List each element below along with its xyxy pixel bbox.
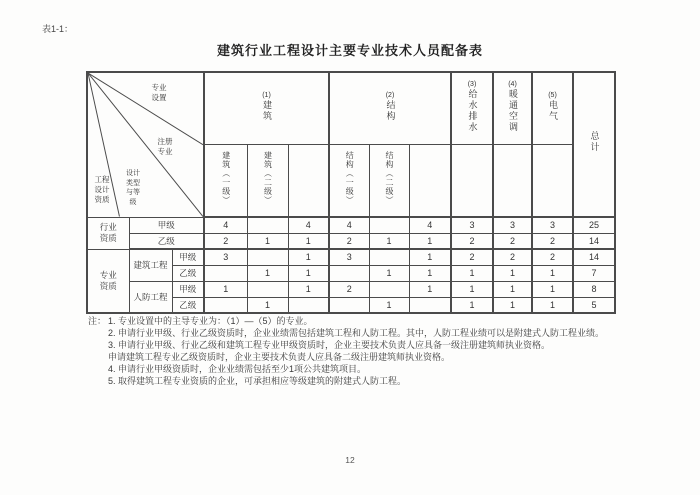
value-cell: 1 xyxy=(451,265,493,281)
total-value-cell: 7 xyxy=(573,265,615,281)
subheader-water-blank xyxy=(451,145,493,218)
value-cell: 2 xyxy=(451,233,493,249)
total-value-cell: 8 xyxy=(573,281,615,297)
value-cell: 1 xyxy=(409,281,451,297)
value-cell: 4 xyxy=(288,217,329,233)
subheader-electrical-blank xyxy=(532,145,573,218)
value-cell: 2 xyxy=(532,233,573,249)
grade-cell: 甲级 xyxy=(172,281,204,297)
value-cell: 1 xyxy=(532,265,573,281)
value-cell: 1 xyxy=(369,265,409,281)
value-cell: 4 xyxy=(329,217,369,233)
subheader-label: 建筑（二级） xyxy=(263,151,273,205)
value-cell: 2 xyxy=(204,233,247,249)
subheader-label: 建筑（一级） xyxy=(221,151,231,205)
section-label: 专业资质 xyxy=(99,269,117,291)
value-cell: 1 xyxy=(204,281,247,297)
value-cell: 1 xyxy=(409,249,451,265)
value-cell: 3 xyxy=(451,217,493,233)
value-cell xyxy=(247,217,288,233)
value-cell: 4 xyxy=(409,217,451,233)
group-number: (4) xyxy=(508,80,517,88)
group-number: (2) xyxy=(385,91,395,99)
value-cell xyxy=(247,249,288,265)
note-line-1: 1. 专业设置中的主导专业为：（1）—（5）的专业。 xyxy=(108,316,313,326)
subheader-structure-class1 xyxy=(329,145,369,218)
section-label: 行业资质 xyxy=(99,222,117,243)
note-line-3: 3. 申请行业甲级、行业乙级和建筑工程专业甲级资质时，企业主要技术负责人应具备一级注册建筑师执业资格。 xyxy=(108,340,551,350)
value-cell: 1 xyxy=(451,281,493,297)
notes-lines xyxy=(108,315,604,387)
footnotes xyxy=(88,315,604,387)
value-cell: 1 xyxy=(369,297,409,313)
group-number: (5) xyxy=(548,91,557,99)
value-cell: 3 xyxy=(493,217,532,233)
value-cell: 1 xyxy=(288,233,329,249)
value-cell: 1 xyxy=(493,297,532,313)
value-cell: 1 xyxy=(288,265,329,281)
value-cell xyxy=(329,265,369,281)
value-cell: 2 xyxy=(329,281,369,297)
total-value-cell: 25 xyxy=(573,217,615,233)
value-cell: 2 xyxy=(451,249,493,265)
value-cell: 4 xyxy=(204,217,247,233)
subheader-hvac-blank xyxy=(493,145,532,218)
value-cell: 1 xyxy=(532,281,573,297)
value-cell: 3 xyxy=(329,249,369,265)
group-label: 给水排水 xyxy=(467,88,478,133)
subheader-architecture-other xyxy=(288,145,329,218)
value-cell xyxy=(204,297,247,313)
corner-label-design-type-grade: 设计类型与等级 xyxy=(126,170,140,206)
value-cell: 1 xyxy=(409,265,451,281)
group-header-water-supply-drainage xyxy=(451,72,493,145)
value-cell: 1 xyxy=(247,233,288,249)
corner-label-engineering-design-qualification: 工程设计资质 xyxy=(94,175,110,204)
subheader-structure-class2 xyxy=(369,145,409,218)
corner-header-cell xyxy=(87,72,204,217)
grade-cell: 甲级 xyxy=(172,249,204,265)
note-line-3-continued: 申请建筑工程专业乙级资质时，企业主要技术负责人应具备二级注册建筑师执业资格。 xyxy=(108,352,451,362)
value-cell: 1 xyxy=(493,281,532,297)
value-cell xyxy=(329,297,369,313)
value-cell: 1 xyxy=(288,281,329,297)
total-column-header xyxy=(573,72,615,217)
value-cell xyxy=(247,281,288,297)
value-cell xyxy=(369,217,409,233)
section-cell-industry-qualification xyxy=(87,217,129,249)
note-line-2: 2. 申请行业甲级、行业乙级资质时，企业业绩需包括建筑工程和人防工程。其中，人防工程业绩可以是附建式人防工程业绩。 xyxy=(108,328,605,338)
value-cell: 2 xyxy=(493,233,532,249)
group-number: (3) xyxy=(467,80,477,88)
staffing-table xyxy=(86,71,616,314)
group-header-hvac xyxy=(493,72,532,145)
grade-cell: 乙级 xyxy=(172,265,204,281)
group-header-electrical xyxy=(532,72,573,145)
notes-label: 注： xyxy=(88,316,107,326)
value-cell: 1 xyxy=(451,297,493,313)
value-cell xyxy=(409,297,451,313)
group-label: 建筑 xyxy=(262,99,272,122)
value-cell: 2 xyxy=(493,249,532,265)
type-cell-building-engineering: 建筑工程 xyxy=(129,249,172,281)
group-label: 结构 xyxy=(385,99,396,122)
subheader-label: 结构（二级） xyxy=(385,151,394,205)
value-cell: 1 xyxy=(288,249,329,265)
value-cell: 3 xyxy=(532,217,573,233)
type-cell-civil-air-defense: 人防工程 xyxy=(129,281,172,313)
value-cell: 2 xyxy=(532,249,573,265)
value-cell xyxy=(369,281,409,297)
group-label: 电气 xyxy=(548,99,558,122)
value-cell: 1 xyxy=(369,233,409,249)
group-header-structure xyxy=(329,72,451,145)
value-cell xyxy=(288,297,329,313)
subheader-architect-class1 xyxy=(204,145,247,218)
page-number: 12 xyxy=(345,455,355,465)
section-cell-specialty-qualification xyxy=(87,249,129,313)
value-cell: 2 xyxy=(329,233,369,249)
note-line-4: 4. 申请行业甲级资质时，企业业绩需包括至少1项公共建筑项目。 xyxy=(108,364,367,374)
group-label: 暖通空调 xyxy=(508,88,518,133)
grade-cell: 甲级 xyxy=(129,217,204,233)
total-label: 总计 xyxy=(589,131,600,153)
grade-cell: 乙级 xyxy=(129,233,204,249)
page-title: 建筑行业工程设计主要专业技术人员配备表 xyxy=(216,43,483,58)
corner-label-registered-specialty: 注册专业 xyxy=(157,137,173,156)
total-value-cell: 5 xyxy=(573,297,615,313)
value-cell xyxy=(369,249,409,265)
value-cell xyxy=(204,265,247,281)
value-cell: 1 xyxy=(247,265,288,281)
corner-label-specialty-setting: 专业设置 xyxy=(151,83,167,102)
value-cell: 3 xyxy=(204,249,247,265)
value-cell: 1 xyxy=(409,233,451,249)
subheader-architect-class2 xyxy=(247,145,288,218)
grade-cell: 乙级 xyxy=(172,297,204,313)
group-header-architecture xyxy=(204,72,329,145)
value-cell: 1 xyxy=(493,265,532,281)
value-cell: 1 xyxy=(532,297,573,313)
subheader-label: 结构（一级） xyxy=(345,151,355,205)
value-cell: 1 xyxy=(247,297,288,313)
group-number: (1) xyxy=(262,91,271,99)
subheader-structure-other xyxy=(409,145,451,218)
note-line-5: 5. 取得建筑工程专业资质的企业，可承担相应等级建筑的附建式人防工程。 xyxy=(108,376,407,386)
table-number-label: 表1-1： xyxy=(42,24,74,34)
total-value-cell: 14 xyxy=(573,233,615,249)
total-value-cell: 14 xyxy=(573,249,615,265)
